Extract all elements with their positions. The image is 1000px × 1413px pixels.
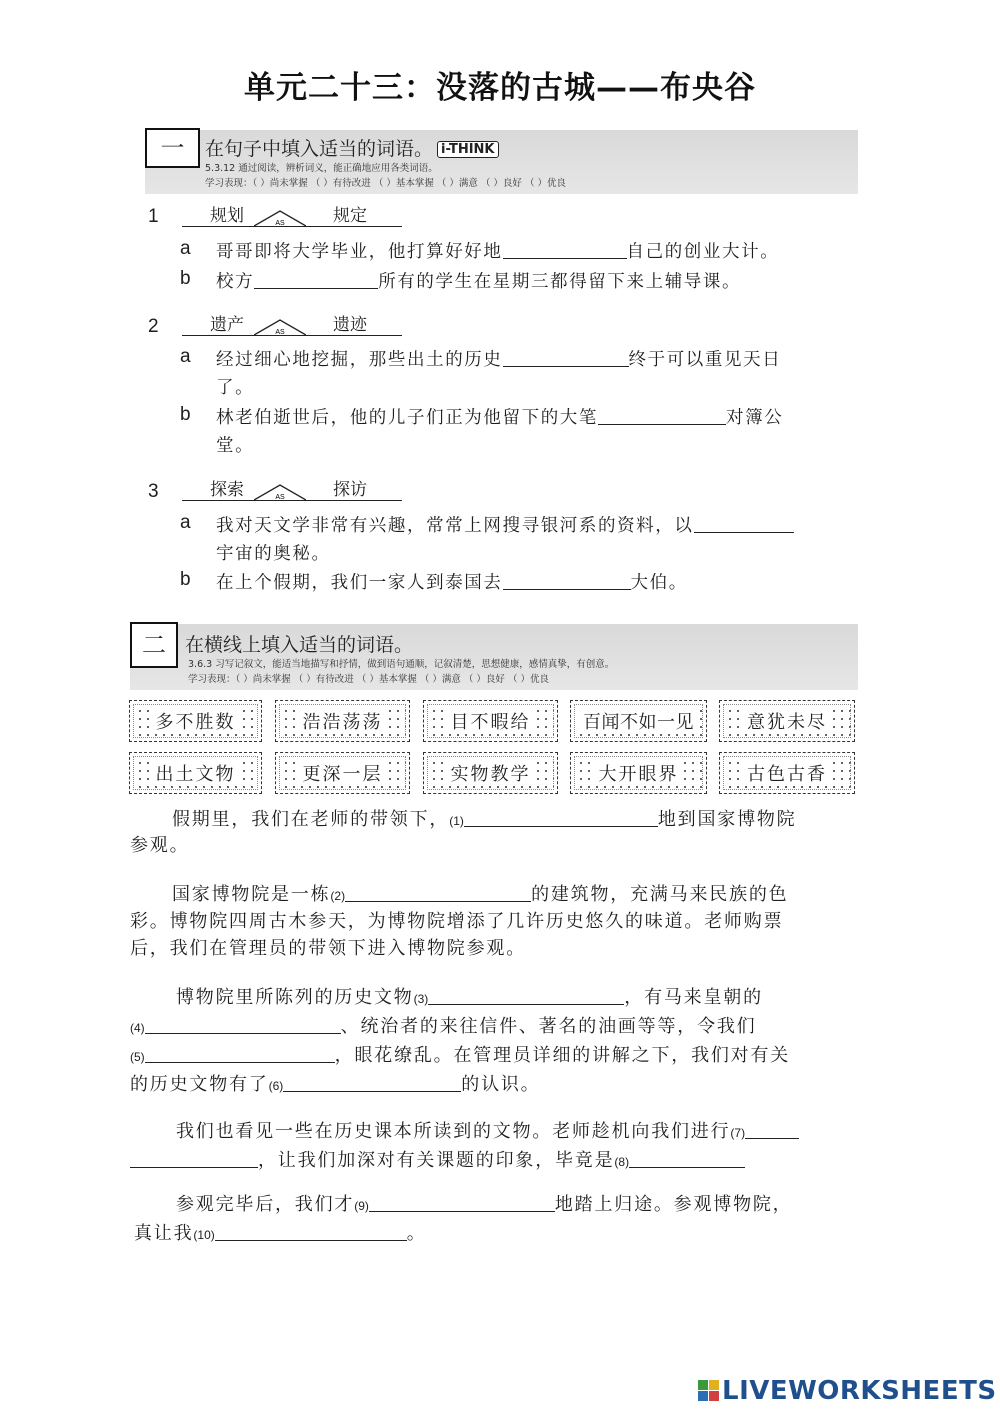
p2-line3: 后，我们在管理员的带领下进入博物院参观。 <box>130 938 526 959</box>
section2-rating: 学习表现：（ ）尚未掌握 （ ）有待改进 （ ）基本掌握 （ ）满意 （ ）良好 （ ）优良 <box>188 674 549 685</box>
p2-text-a: 国家博物院是一栋 <box>172 884 331 905</box>
section2-heading: 在横线上填入适当的词语。 <box>185 634 414 656</box>
g3b-text-post: 大伯。 <box>630 573 688 593</box>
liveworksheets-logo-icon <box>698 1380 720 1402</box>
blank-number: (9) <box>354 1199 369 1213</box>
g3a-line1 <box>216 512 794 537</box>
g1a-blank[interactable] <box>503 241 627 259</box>
p5-line2 <box>134 1219 427 1245</box>
word-bank-item <box>423 700 558 742</box>
word-bank-text: 实物教学 <box>447 760 535 786</box>
p3-line1 <box>176 983 763 1009</box>
word-bank-item <box>570 752 707 794</box>
group3-as-tag <box>254 482 306 502</box>
group3-as-label: AS <box>275 494 285 501</box>
p5-text-c: 真让我 <box>134 1223 194 1244</box>
word-bank-item <box>275 700 410 742</box>
section1-heading-text: 在句子中填入适当的词语。 <box>205 138 434 160</box>
word-bank-inner <box>279 756 406 790</box>
g3b-label: b <box>180 569 191 590</box>
g1b-blank[interactable] <box>254 271 378 289</box>
g2b-text-post: 对簿公 <box>726 408 784 428</box>
ithink-badge: i-THINK <box>437 141 498 158</box>
p1-line1 <box>172 805 796 831</box>
g2b-blank[interactable] <box>598 407 726 425</box>
word-bank-text: 目不暇给 <box>447 708 535 734</box>
word-bank-inner <box>574 704 703 738</box>
p3-line4 <box>130 1070 540 1096</box>
p3-text-f: 的认识。 <box>461 1074 541 1095</box>
blank-8[interactable] <box>629 1150 745 1168</box>
group2-number: 2 <box>148 316 159 337</box>
liveworksheets-brand: LIVEWORKSHEETS <box>722 1376 997 1406</box>
blank-10[interactable] <box>215 1223 407 1241</box>
word-bank-inner <box>427 756 554 790</box>
p2-text-b: 的建筑物，充满马来民族的色 <box>531 884 789 905</box>
group1-as-label: AS <box>275 220 285 227</box>
group3-number: 3 <box>148 481 159 502</box>
word-bank-item <box>719 700 855 742</box>
group2-as-tag <box>254 317 306 337</box>
word-bank-item <box>423 752 558 794</box>
group1-as-tag <box>254 208 306 228</box>
word-bank-item <box>570 700 707 742</box>
g2b-text-pre: 林老伯逝世后，他的儿子们正为他留下的大笔 <box>216 408 598 428</box>
g3a-blank[interactable] <box>694 515 794 533</box>
section2-standard: 3.6.3 习写记叙文，能适当地描写和抒情，做到语句通顺，记叙清楚，思想健康，感情真挚，有创意。 <box>188 659 615 670</box>
logo-squares <box>698 1380 720 1402</box>
p5-text-b: 地踏上归途。参观博物院， <box>554 1194 793 1215</box>
group1-word-a: 规划 <box>210 206 244 226</box>
g2b-line2: 堂。 <box>216 436 255 456</box>
blank-number: (4) <box>130 1021 145 1035</box>
word-bank-inner <box>427 704 554 738</box>
p3-line2 <box>130 1012 756 1038</box>
p4-text-a: 我们也看见一些在历史课本所读到的文物。老师趁机向我们进行 <box>176 1121 731 1142</box>
section2-number-box: 二 <box>130 622 178 668</box>
p3-text-c: 、统治者的来往信件、著名的油画等等，令我们 <box>340 1016 757 1037</box>
page-title: 单元二十三：没落的古城——布央谷 <box>244 70 756 106</box>
blank-5[interactable] <box>145 1045 335 1063</box>
g1a-line1 <box>216 238 779 263</box>
group3-word-a: 探索 <box>210 480 244 500</box>
g1b-text-post: 所有的学生在星期三都得留下来上辅导课。 <box>378 272 742 292</box>
p2-line2: 彩。博物院四周古木参天，为博物院增添了几许历史悠久的味道。老师购票 <box>130 911 784 932</box>
p3-text-a: 博物院里所陈列的历史文物 <box>176 987 414 1008</box>
blank-4[interactable] <box>145 1016 341 1034</box>
p3-line3 <box>130 1041 790 1067</box>
p2-line1 <box>172 880 788 906</box>
g2b-line1 <box>216 404 783 429</box>
p5-text-d: 。 <box>406 1223 427 1244</box>
blank-7b[interactable] <box>130 1150 258 1168</box>
group3-word-b: 探访 <box>333 480 367 500</box>
word-bank-text: 百闻不如一见 <box>579 708 698 734</box>
word-bank-inner <box>723 756 851 790</box>
group2-word-a: 遗产 <box>210 315 244 335</box>
blank-number: (1) <box>449 814 464 828</box>
group1-word-b: 规定 <box>333 206 367 226</box>
blank-6[interactable] <box>283 1074 461 1092</box>
blank-7a[interactable] <box>745 1121 799 1139</box>
g1b-label: b <box>180 268 191 289</box>
blank-number: (3) <box>413 992 429 1006</box>
g1b-line1 <box>216 268 741 293</box>
g1b-text-pre: 校方 <box>216 272 255 292</box>
g3b-blank[interactable] <box>503 572 631 590</box>
word-bank-item <box>129 700 262 742</box>
p5-line1 <box>176 1190 792 1216</box>
section1-standard: 5.3.12 通过阅读，辨析词义，能正确地应用各类词语。 <box>205 163 438 174</box>
g2a-text-post: 终于可以重见天日 <box>628 350 782 370</box>
p5-text-a: 参观完毕后，我们才 <box>176 1194 355 1215</box>
g1a-text-pre: 哥哥即将大学毕业，他打算好好地 <box>216 242 503 262</box>
g2a-line2: 了。 <box>216 378 255 398</box>
blank-number: (6) <box>268 1079 284 1093</box>
g3b-text-pre: 在上个假期，我们一家人到泰国去 <box>216 573 503 593</box>
p1-text-a: 假期里，我们在老师的带领下， <box>172 809 450 830</box>
blank-number: (10) <box>193 1228 215 1242</box>
word-bank-inner <box>723 704 851 738</box>
p1-line2: 参观。 <box>130 835 190 856</box>
p4-text-b: ，让我们加深对有关课题的印象，毕竟是 <box>258 1150 615 1171</box>
blank-3[interactable] <box>428 987 624 1005</box>
g3a-label: a <box>180 512 191 533</box>
p3-text-e: 的历史文物有了 <box>130 1074 269 1095</box>
blank-1[interactable] <box>464 809 658 827</box>
blank-number: (2) <box>330 889 346 903</box>
blank-number: (8) <box>614 1155 630 1169</box>
g1a-label: a <box>180 238 191 259</box>
group2-as-label: AS <box>275 329 285 336</box>
g3a-text-pre: 我对天文学非常有兴趣，常常上网搜寻银河系的资料，以 <box>216 516 694 536</box>
blank-2[interactable] <box>345 884 531 902</box>
g3a-line2: 宇宙的奥秘。 <box>216 544 331 564</box>
section1-heading <box>205 134 499 161</box>
g2a-line1 <box>216 346 781 371</box>
section1-number-box: 一 <box>145 128 200 168</box>
g2b-label: b <box>180 404 191 425</box>
p3-text-b: ，有马来皇朝的 <box>624 987 763 1008</box>
word-bank-inner <box>133 756 258 790</box>
group1-number: 1 <box>148 206 159 227</box>
blank-number: (5) <box>130 1050 145 1064</box>
section1-rating: 学习表现：（ ）尚未掌握 （ ）有待改进 （ ）基本掌握 （ ）满意 （ ）良好 （ ）优良 <box>205 178 566 189</box>
g1a-text-post: 自己的创业大计。 <box>626 242 780 262</box>
p4-line2 <box>130 1146 745 1172</box>
word-bank-text: 更深一层 <box>299 760 387 786</box>
word-bank-inner <box>133 704 258 738</box>
g2a-text-pre: 经过细心地挖掘，那些出土的历史 <box>216 350 503 370</box>
g2a-label: a <box>180 346 191 367</box>
word-bank-text: 浩浩荡荡 <box>299 708 387 734</box>
g2a-blank[interactable] <box>503 349 629 367</box>
g3b-line1 <box>216 569 688 594</box>
word-bank-text: 意犹未尽 <box>743 708 831 734</box>
word-bank-text: 多不胜数 <box>152 708 240 734</box>
word-bank-text: 出土文物 <box>152 760 240 786</box>
p4-line1 <box>176 1117 799 1143</box>
word-bank-text: 古色古香 <box>743 760 831 786</box>
blank-number: (7) <box>730 1126 746 1140</box>
word-bank-item <box>129 752 262 794</box>
word-bank-item <box>719 752 855 794</box>
p1-text-b: 地到国家博物院 <box>657 809 797 830</box>
blank-9[interactable] <box>369 1194 555 1212</box>
p3-text-d: ，眼花缭乱。在管理员详细的讲解之下，我们对有关 <box>334 1045 791 1066</box>
group2-word-b: 遗迹 <box>333 315 367 335</box>
word-bank-inner <box>574 756 703 790</box>
word-bank-text: 大开眼界 <box>595 760 683 786</box>
word-bank-inner <box>279 704 406 738</box>
word-bank-item <box>275 752 410 794</box>
